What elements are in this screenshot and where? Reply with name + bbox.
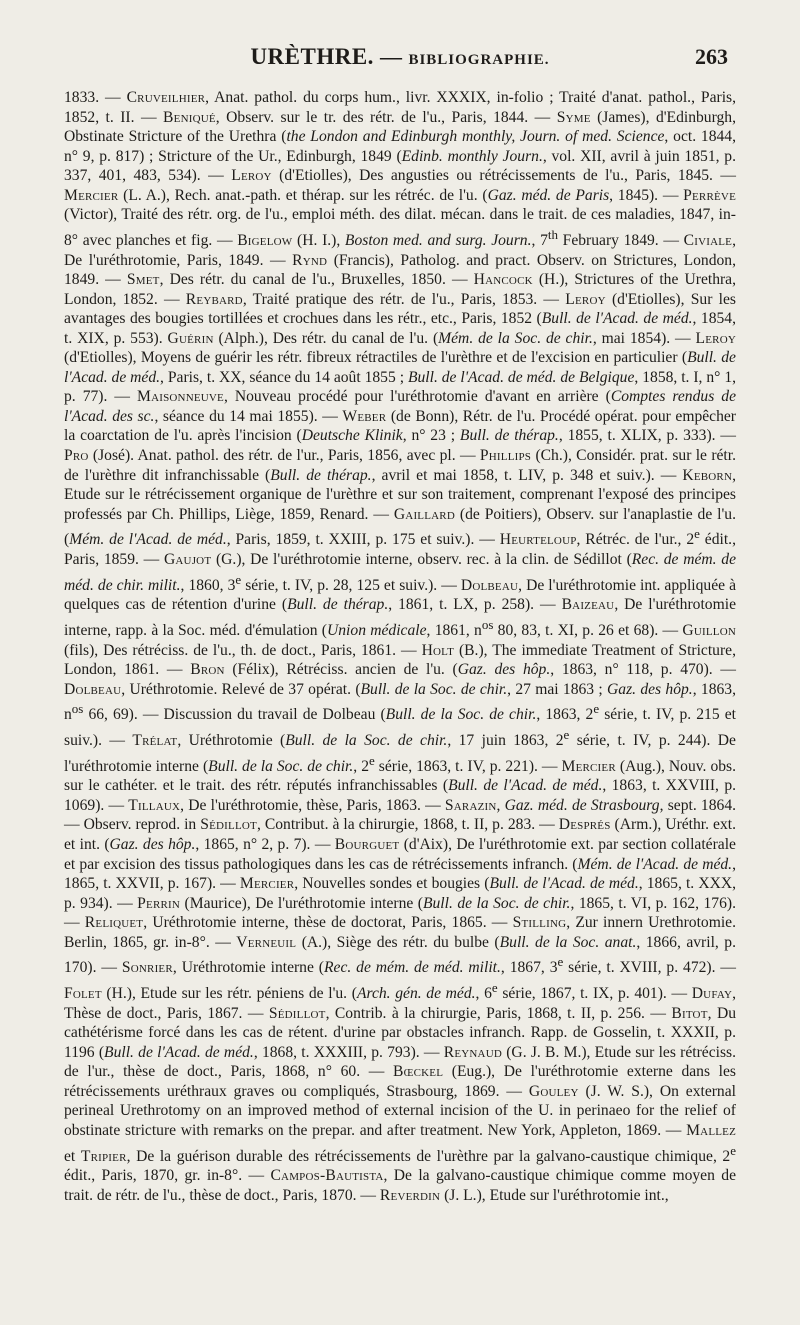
running-title-main: URÈTHRE.	[250, 44, 374, 69]
running-title-dash: —	[373, 44, 409, 69]
running-title-sub: BIBLIOGRAPHIE.	[408, 52, 550, 68]
bibliography-text: 1833. — Cruveilhier, Anat. pathol. du corps hum., livr. XXXIX, in-folio ; Traité d'anat. pathol., Paris, 1852, t. II. — Beniqué, Observ. sur le tr. des rétr. de l'u., Paris, 1844. — Syme (James), d'Edinburgh, Obstinate Stricture of the Urethra (the London and Edinburgh monthly, Journ. of med. Science, oct. 1844, n° 9, p. 817) ; Stricture of the Ur., Edinburgh, 1849 (Edinb. monthly Journ., vol. XII, avril à juin 1851, p. 337, 401, 483, 534). — Leroy (d'Etiolles), Des angusties ou rétrécissements de l'u., Paris, 1845. — Mercier (L. A.), Rech. anat.-path. et thérap. sur les rétréc. de l'u. (Gaz. méd. de Paris, 1845). — Perrève (Victor), Traité des rétr. org. de l'u., emploi méth. des dilat. mécan. dans le trait. de ces maladies, 1847, in-8° avec planches et fig. — Bigelow (H. I.), Boston med. and surg. Journ., 7th February 1849. — Civiale, De l'uréthrotomie, Paris, 1849. — Rynd (Francis), Patholog. and pract. Observ. on Strictures, London, 1849. — Smet, Des rétr. du canal de l'u., Bruxelles, 1850. — Hancock (H.), Strictures of the Urethra, London, 1852. — Reybard, Traité pratique des rétr. de l'u., Paris, 1853. — Leroy (d'Etiolles), Sur les avantages des bougies tortillées et crochues dans les rétr., etc., Paris, 1852 (Bull. de l'Acad. de méd., 1854, t. XIX, p. 553). Guérin (Alph.), Des rétr. du canal de l'u. (Mém. de la Soc. de chir., mai 1854). — Leroy (d'Etiolles), Moyens de guérir les rétr. fibreux rétractiles de l'urèthre et de l'excision en particulier (Bull. de l'Acad. de méd., Paris, t. XX, séance du 14 août 1855 ; Bull. de l'Acad. de méd. de Belgique, 1858, t. I, n° 1, p. 77). — Maisonneuve, Nouveau procédé pour l'uréthrotomie d'avant en arrière (Comptes rendus de l'Acad. des sc., séance du 14 mai 1855). — Weber (de Bonn), Rétr. de l'u. Procédé opérat. pour empêcher la coarctation de l'u. après l'incision (Deutsche Klinik, n° 23 ; Bull. de thérap., 1855, t. XLIX, p. 333). — Pro (José). Anat. pathol. des rétr. de l'ur., Paris, 1856, avec pl. — Phillips (Ch.), Considér. prat. sur le rétr. de l'urèthre dit infranchissable (Bull. de thérap., avril et mai 1858, t. LIV, p. 348 et suiv.). — Keborn, Etude sur le rétrécissement organique de l'urèthre et sur son traitement, comprenant l'exposé des principes professés par Ch. Phillips, Liège, 1859, Renard. — Gaillard (de Poitiers), Observ. sur l'anaplastie de l'u. (Mém. de l'Acad. de méd., Paris, 1859, t. XXIII, p. 175 et suiv.). — Heurteloup, Rétréc. de l'ur., 2e édit., Paris, 1859. — Gaujot (G.), De l'uréthrotomie interne, observ. rec. à la clin. de Sédillot (Rec. de mém. de méd. de chir. milit., 1860, 3e série, t. IV, p. 28, 125 et suiv.). — Dolbeau, De l'uréthrotomie int. appliquée à quelques cas de rétention d'urine (Bull. de thérap., 1861, t. LX, p. 258). — Baizeau, De l'uréthrotomie interne, rapp. à la Soc. méd. d'émulation (Union médicale, 1861, $n^{os}$ 80, 83, t. XI, p. 26 et 68). — Guillon (fils), Des rétréciss. de l'u., th. de doct., Paris, 1861. — Holt (B.), The immediate Treatment of Stricture, London, 1861. — Bron (Félix), Rétréciss. ancien de l'u. (Gaz. des hôp., 1863, n° 118, p. 470). — Dolbeau, Uréthrotomie. Relevé de 37 opérat. (Bull. de la Soc. de chir., 27 mai 1863 ; Gaz. des hôp., 1863, $n^{os}$ 66, 69). — Discussion du travail de Dolbeau (Bull. de la Soc. de chir., 1863, 2e série, t. IV, p. 215 et suiv.). — Trélat, Uréthrotomie (Bull. de la Soc. de chir., 17 juin 1863, 2e série, t. IV, p. 244). De l'uréthrotomie interne (Bull. de la Soc. de chir., 2e série, 1863, t. IV, p. 221). — Mercier (Aug.), Nouv. obs. sur le cathéter. et le trait. des rétr. réputés infranchissables (Bull. de l'Acad. de méd., 1863, t. XXVIII, p. 1069). — Tillaux, De l'uréthrotomie, thèse, Paris, 1863. — Sarazin, Gaz. méd. de Strasbourg, sept. 1864. — Observ. reprod. in Sédillot, Contribut. à la chirurgie, 1868, t. II, p. 283. — Després (Arm.), Uréthr. ext. et int. (Gaz. des hôp., 1865, n° 2, p. 7). — Bourguet (d'Aix), De l'uréthrotomie ext. par section collatérale et par excision des tissus pathologiques dans les cas de rétrécissements infranch. (Mém. de l'Acad. de méd., 1865, t. XXVII, p. 167). — Mercier, Nouvelles sondes et bougies (Bull. de l'Acad. de méd., 1865, t. XXX, p. 934). — Perrin (Maurice), De l'uréthrotomie interne (Bull. de la Soc. de chir., 1865, t. VI, p. 162, 176). — Reliquet, Uréthrotomie interne, thèse de doctorat, Paris, 1865. — Stilling, Zur innern Urethrotomie. Berlin, 1865, gr. in-8°. — Verneuil (A.), Siège des rétr. du bulbe (Bull. de la Soc. anat., 1866, avril, p. 170). — Sonrier, Uréthrotomie interne (Rec. de mém. de méd. milit., 1867, 3e série, t. XVIII, p. 472). — Folet (H.), Etude sur les rétr. péniens de l'u. (Arch. gén. de méd., 6e série, 1867, t. IX, p. 401). — Dufay, Thèse de doct., Paris, 1867. — Sédillot, Contrib. à la chirurgie, Paris, 1868, t. II, p. 256. — Bitot, Du cathétérisme forcé dans les cas de rétent. d'urine par obstacles infranch. Rapp. de Gosselin, t. XXXII, p. 1196 (Bull. de l'Acad. de méd., 1868, t. XXXIII, p. 793). — Reynaud (G. J. B. M.), Etude sur les rétréciss. de l'ur., thèse de doct., Paris, 1868, n° 60. — Bœckel (Eug.), De l'uréthrotomie externe dans les rétrécissements uréthraux graves ou compliqués, Strasbourg, 1869. — Gouley (J. W. S.), On external perineal Urethrotomy on an improved method of external incision of the U. in perinaeo for the relief of obstinate stricture with remarks on the prepar. and after treatment. New York, Appleton, 1869. — Mallez et Tripier, De la guérison durable des rétrécissements de l'urèthre par la galvano-caustique chimique, 2e édit., Paris, 1870, gr. in-8°. — Campos-Bautista, De la galvano-caustique chimique comme moyen de trait. de rétr. de l'u., thèse de doct., Paris, 1870. — Reverdin (J. L.), Etude sur l'uréthrotomie int.,	[64, 89, 737, 1204]
page-number: 263	[695, 44, 728, 69]
running-title	[64, 44, 736, 70]
page-header	[64, 44, 736, 76]
